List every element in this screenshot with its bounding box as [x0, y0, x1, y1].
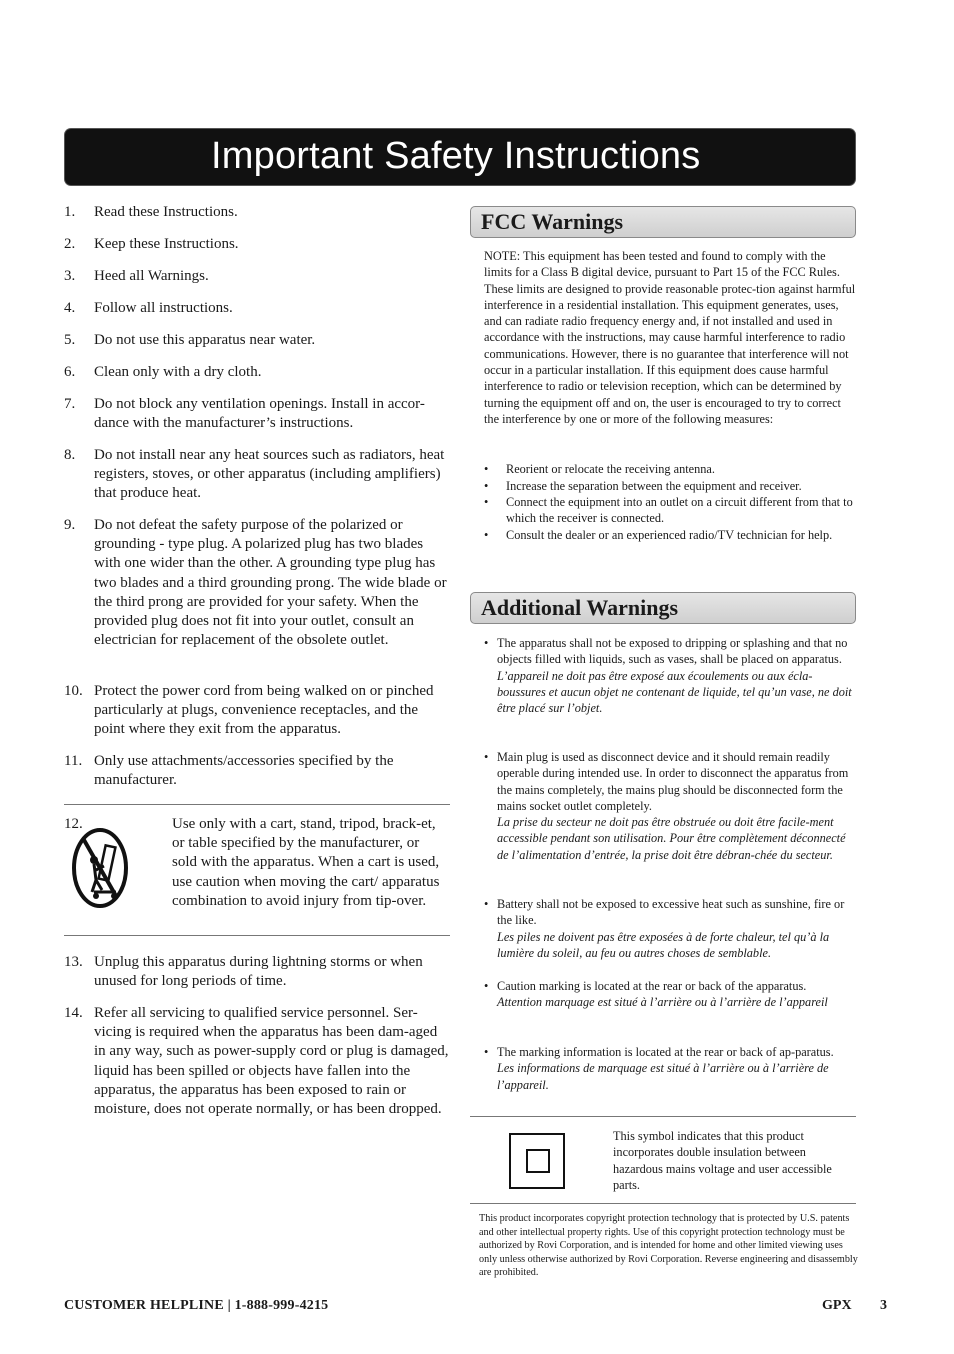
instruction-item — [64, 331, 450, 350]
instruction-item — [64, 446, 450, 504]
fcc-measure-text: Connect the equipment into an outlet on a circuit different from that to which the receiver is connected. — [506, 495, 853, 526]
instruction-item — [64, 267, 450, 286]
additional-warnings-heading: Additional Warnings — [481, 595, 679, 620]
fcc-measure — [484, 478, 856, 494]
instruction-item — [64, 1004, 450, 1119]
warning-text-en: The marking information is located at the rear or back of ap-paratus. — [497, 1045, 834, 1059]
instruction-item — [64, 516, 450, 650]
brand-name: GPX — [822, 1298, 852, 1313]
page-number: 3 — [880, 1298, 887, 1313]
fcc-measure-text: Increase the separation between the equipment and receiver. — [506, 479, 802, 493]
fcc-measure-text: Consult the dealer or an experienced radio/TV technician for help. — [506, 528, 833, 542]
instruction-text: Do not use this apparatus near water. — [94, 332, 316, 348]
fcc-note: NOTE: This equipment has been tested and found to comply with the limits for a Class B digital device, pursuant to Part 15 of the FCC Rules. These limits are designed to provide reasonable protec-tion against harmful interference in a residential installation. This equipment generates, uses, and can radiate radio frequency energy and, if not installed and used in accordance with the instructions, may cause harmful interference to radio communications. However, there is no guarantee that interference will not occur in a particular installation. If this equipment does cause harmful interference to radio or television reception, which can be determined by turning the equipment off and on, the user is encouraged to try to correct the interference by one or more of the following measures: — [484, 249, 856, 426]
bullet: • — [484, 750, 489, 764]
customer-helpline: CUSTOMER HELPLINE | 1-888-999-4215 — [64, 1298, 329, 1313]
bullet: • — [484, 495, 489, 509]
instruction-text: Refer all servicing to qualified service personnel. Ser-vicing is required when the apparatus has been dam-aged in any way, such as power-supply cord or plug is damaged, liquid has been spilled or objects have fallen into the apparatus, the apparatus has been exposed to rain or moisture, does not operate normally, or has been dropped. — [94, 1005, 449, 1118]
instruction-number: 10. — [64, 683, 83, 699]
additional-warnings-header — [470, 592, 856, 624]
warning-text-en: Main plug is used as disconnect device and it should remain readily operable during intended use. In order to disconnect the apparatus from the mains completely, the mains plug should be disconnected form the mains socket outlet completely. — [497, 750, 849, 813]
cart-tip-over-warning-icon — [72, 826, 128, 910]
instruction-number: 4. — [64, 300, 76, 316]
instruction-text: Do not block any ventilation openings. Install in accor-dance with the manufacturer’s instructions. — [94, 396, 425, 432]
fcc-warnings-heading: FCC Warnings — [481, 209, 624, 234]
double-insulation-icon-inner — [526, 1149, 550, 1173]
instruction-item — [64, 395, 450, 433]
instruction-number: 7. — [64, 396, 76, 412]
instruction-number: 5. — [64, 332, 76, 348]
fcc-measure — [484, 494, 856, 527]
warning-text-fr: La prise du secteur ne doit pas être obstruée ou doit être facile-ment accessible pendant son utilisation. Pour être complètement déconnecté de l’alimentation d’entrée, la prise doit être débran-chée du secteur. — [497, 815, 846, 862]
warning-item — [484, 1044, 856, 1093]
instruction-number: 3. — [64, 268, 76, 284]
instruction-text: Keep these Instructions. — [94, 236, 239, 252]
bullet: • — [484, 462, 489, 476]
instruction-number: 2. — [64, 236, 76, 252]
instruction-number: 13. — [64, 954, 83, 970]
instruction-number: 12. — [64, 816, 83, 832]
bullet: • — [484, 528, 489, 542]
divider — [64, 935, 450, 936]
copyright-protection-notice: This product incorporates copyright protection technology that is protected by U.S. patents and other intellectual property rights. Use of this copyright protection technology must be authorized by Rovi Corporation, and is intended for home and other limited viewing uses only unless otherwise authorized by Rovi Corporation. Reverse engineering and disassembly are prohibited. — [479, 1213, 858, 1279]
instruction-item — [64, 299, 450, 318]
instruction-text: Unplug this apparatus during lightning storms or when unused for long periods of time. — [94, 954, 423, 990]
warning-text-fr: Les piles ne doivent pas être exposées à de forte chaleur, tel qu’à la lumière du soleil, au feu ou autres choses de semblable. — [497, 929, 830, 960]
instruction-number: 9. — [64, 517, 76, 533]
instruction-text: Heed all Warnings. — [94, 268, 209, 284]
instruction-number: 8. — [64, 447, 76, 463]
instruction-item — [64, 752, 450, 790]
warning-text-en: Battery shall not be exposed to excessive heat such as sunshine, fire or the like. — [497, 897, 845, 928]
warning-text-fr: Les informations de marquage est situé à l’arrière ou à l’arrière de l’appareil. — [497, 1061, 829, 1092]
bullet: • — [484, 479, 489, 493]
divider — [64, 804, 450, 805]
bullet: • — [484, 979, 489, 993]
bullet: • — [484, 636, 489, 650]
fcc-measure — [484, 461, 856, 477]
instruction-text: Use only with a cart, stand, tripod, brack-et, or table specified by the manufacturer, or sold with the apparatus. When a cart is used, use caution when moving the cart/ apparatus combination to avoid injury from tip-over. — [172, 816, 440, 909]
warning-text-en: The apparatus shall not be exposed to dripping or splashing and that no objects filled with liquids, such as vases, shall be placed on apparatus. — [497, 636, 848, 667]
instruction-number: 1. — [64, 204, 76, 220]
warning-text-en: Caution marking is located at the rear or back of the apparatus. — [497, 979, 807, 993]
instruction-text: Only use attachments/accessories specified by the manufacturer. — [94, 753, 394, 789]
bullet: • — [484, 1045, 489, 1059]
instruction-text: Protect the power cord from being walked on or pinched particularly at plugs, convenience receptacles, and the point where they exit from the apparatus. — [94, 683, 434, 738]
fcc-warnings-header — [470, 206, 856, 238]
bullet: • — [484, 897, 489, 911]
warning-text-fr: L’appareil ne doit pas être exposé aux écoulements ou aux écla-boussures et aucun objet ne contenant de liquide, tel qu’un vase, ne doit être placé sur l’objet. — [497, 668, 852, 716]
instruction-text: Do not defeat the safety purpose of the polarized or grounding - type plug. A polarized plug has two blades with one wider than the other. A grounding type plug has two blades and a third grounding prong. The wide blade or the third prong are provided for your safety. When the provided plug does not fit into your outlet, consult an electrician for replacement of the obsolete outlet. — [94, 517, 447, 649]
instruction-text: Follow all instructions. — [94, 300, 233, 316]
divider — [470, 1203, 856, 1204]
instruction-text: Read these Instructions. — [94, 204, 238, 220]
fcc-measure-text: Reorient or relocate the receiving antenna. — [506, 462, 715, 476]
instruction-text: Do not install near any heat sources such as radiators, heat registers, stoves, or other apparatus (including amplifiers) that produce heat. — [94, 447, 445, 502]
instruction-item — [64, 682, 450, 740]
warning-item — [484, 749, 856, 863]
warning-item — [484, 896, 856, 961]
instruction-item — [64, 953, 450, 991]
instruction-number: 6. — [64, 364, 76, 380]
warning-item — [484, 635, 856, 716]
instruction-item — [64, 363, 450, 382]
instruction-item — [64, 235, 450, 254]
instruction-item — [64, 203, 450, 222]
instruction-text: Clean only with a dry cloth. — [94, 364, 262, 380]
page-title: Important Safety Instructions — [211, 135, 701, 177]
divider — [470, 1116, 856, 1117]
warning-item — [484, 978, 856, 1011]
instruction-number: 11. — [64, 753, 83, 769]
warning-text-fr: Attention marquage est situé à l’arrière ou à l’arrière de l’appareil — [497, 995, 828, 1010]
double-insulation-text: This symbol indicates that this product incorporates double insulation between hazardous mains voltage and user accessible parts. — [613, 1129, 832, 1192]
title-banner — [65, 129, 855, 185]
fcc-measure — [484, 527, 856, 543]
instruction-number: 14. — [64, 1005, 83, 1021]
